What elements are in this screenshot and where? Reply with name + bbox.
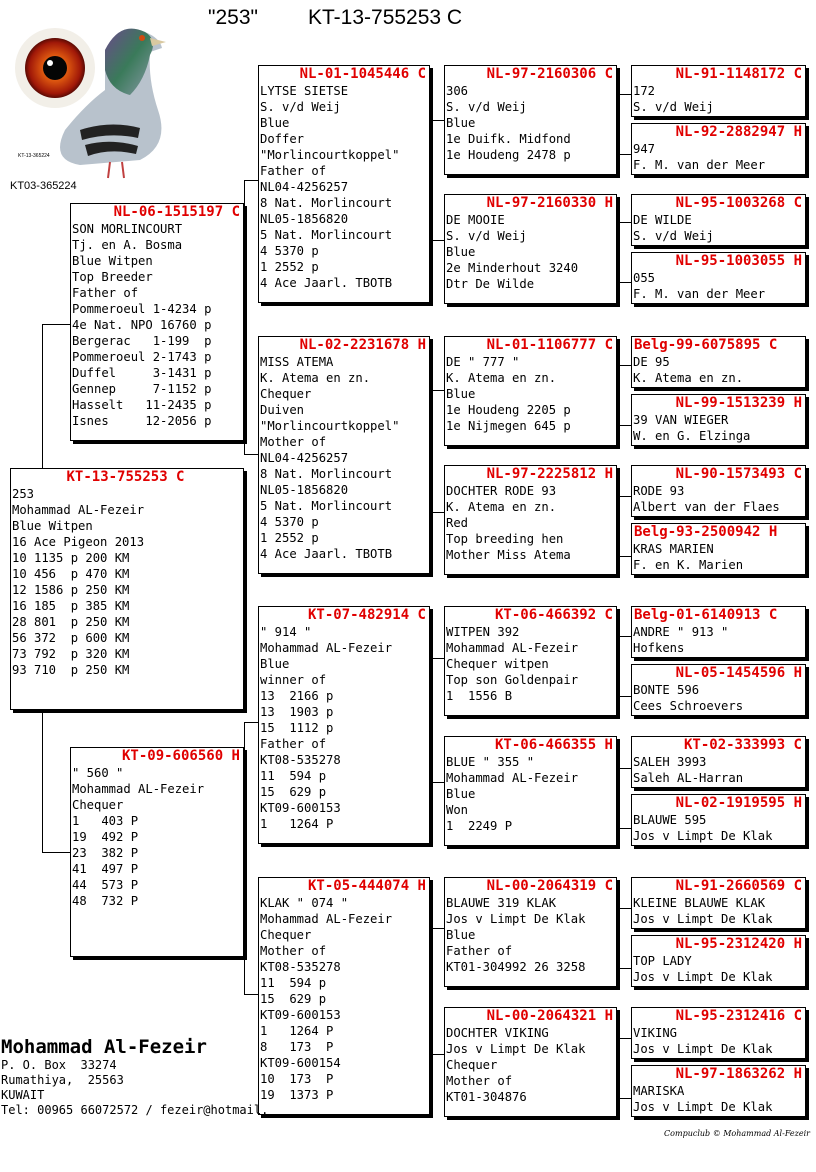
connector-line (430, 928, 431, 1054)
connector-line (617, 496, 618, 556)
ring-number: NL-95-1003055 H (675, 253, 802, 269)
pedigree-line: KT08-535278 (260, 753, 341, 767)
pedigree-line: Top Breeder (72, 270, 153, 284)
sire-card (70, 203, 244, 441)
pedigree-line: Blue (260, 116, 290, 130)
pedigree-line: Hasselt 11-2435 p (72, 398, 212, 412)
ring-number: NL-97-2225812 H (486, 466, 613, 482)
ring-number: NL-95-2312420 H (675, 936, 802, 952)
pedigree-line: F. M. van der Meer (633, 158, 766, 172)
pedigree-line: Jos v Limpt De Klak (633, 1042, 773, 1056)
pedigree-line: 1 2249 P (446, 819, 513, 833)
pedigree-line: Chequer (260, 928, 312, 942)
pedigree-line: K. Atema en zn. (260, 371, 371, 385)
pedigree-line: " 560 " (72, 766, 124, 780)
pedigree-line: DE 95 (633, 355, 670, 369)
pedigree-line: KT09-600153 (260, 1008, 341, 1022)
pedigree-line: Blue Witpen (12, 519, 93, 533)
connector-line (430, 390, 431, 512)
pedigree-line: 10 1135 p 200 KM (12, 551, 130, 565)
pedigree-line: ANDRE " 913 " (633, 625, 729, 639)
pedigree-line: 5 Nat. Morlincourt (260, 499, 393, 513)
pedigree-line: Chequer (446, 1058, 498, 1072)
ancestor-card (631, 794, 806, 846)
pedigree-line: 11 594 p (260, 976, 327, 990)
pedigree-line: 16 Ace Pigeon 2013 (12, 535, 145, 549)
pedigree-line: 19 1373 P (260, 1088, 334, 1102)
pedigree-line: KT09-600153 (260, 801, 341, 815)
ring-number: KT-07-482914 C (307, 607, 426, 623)
great-grandparent-card (444, 194, 617, 304)
pedigree-line: 8 Nat. Morlincourt (260, 196, 393, 210)
ancestor-card (631, 65, 806, 117)
ancestor-card (631, 465, 806, 517)
pedigree-line: S. v/d Weij (633, 229, 714, 243)
pedigree-line: Mohammad AL-Fezeir (260, 641, 393, 655)
pedigree-line: KT01-304876 (446, 1090, 527, 1104)
pedigree-line: K. Atema en zn. (633, 371, 744, 385)
ring-number: NL-95-2312416 C (675, 1008, 802, 1024)
ring-number: KT-02-333993 C (683, 737, 802, 753)
pedigree-line: 1 2552 p (260, 531, 319, 545)
pedigree-line: Mohammad AL-Fezeir (446, 771, 579, 785)
ring-number: NL-05-1454596 H (675, 665, 802, 681)
connector-line (430, 390, 445, 391)
pedigree-line: Duiven (260, 403, 305, 417)
ring-number: KT-06-466392 C (494, 607, 613, 623)
dam-card (70, 747, 244, 957)
pedigree-line: DE " 777 " (446, 355, 520, 369)
pedigree-line: 10 456 p 470 KM (12, 567, 130, 581)
pedigree-line: Blue (446, 387, 476, 401)
ring-number: KT-13-755253 C (66, 469, 185, 485)
pedigree-line: "Morlincourtkoppel" (260, 419, 400, 433)
pedigree-line: RODE 93 (633, 484, 685, 498)
pedigree-line: Isnes 12-2056 p (72, 414, 212, 428)
connector-line (617, 768, 618, 828)
pedigree-line: DOCHTER VIKING (446, 1026, 549, 1040)
pedigree-line: DE WILDE (633, 213, 692, 227)
ancestor-card (631, 394, 806, 446)
pedigree-line: 1 1264 P (260, 817, 334, 831)
grandparent-card (258, 877, 430, 1115)
connector-line (617, 365, 618, 425)
pedigree-line: S. v/d Weij (446, 100, 527, 114)
pedigree-line: Blue (260, 657, 290, 671)
connector-line (617, 94, 618, 154)
pedigree-line: 1 2552 p (260, 260, 319, 274)
pedigree-line: Mohammad AL-Fezeir (72, 782, 205, 796)
pedigree-line: 10 173 P (260, 1072, 334, 1086)
pedigree-line: Blue (446, 245, 476, 259)
connector-line (617, 636, 632, 637)
pedigree-line: "Morlincourtkoppel" (260, 148, 400, 162)
connector-line (430, 782, 445, 783)
pigeon-name-title: "253" (208, 6, 258, 29)
pedigree-line: Father of (260, 737, 327, 751)
pedigree-line: Chequer (72, 798, 124, 812)
ring-number: Belg-99-6075895 C (634, 337, 778, 353)
connector-line (430, 120, 445, 121)
connector-line (617, 282, 632, 283)
connector-line (617, 1098, 632, 1099)
pedigree-line: Blue (446, 787, 476, 801)
pedigree-line: BONTE 596 (633, 683, 700, 697)
pedigree-line: MARISKA (633, 1084, 685, 1098)
connector-line (244, 454, 259, 455)
connector-line (617, 968, 632, 969)
pedigree-line: F. en K. Marien (633, 558, 744, 572)
pedigree-line: 253 (12, 487, 35, 501)
great-grandparent-card (444, 606, 617, 716)
pedigree-line: Blue Witpen (72, 254, 153, 268)
ring-number: NL-02-1919595 H (675, 795, 802, 811)
pedigree-line: 4 5370 p (260, 515, 319, 529)
connector-line (617, 94, 632, 95)
connector-line (617, 636, 618, 696)
pedigree-line: 12 1586 p 250 KM (12, 583, 130, 597)
photo-ring-label: KT-13-365224 (18, 153, 50, 159)
connector-line (430, 928, 445, 929)
connector-line (430, 120, 431, 240)
pedigree-line: 48 732 P (72, 894, 139, 908)
ancestor-card (631, 664, 806, 716)
pedigree-line: 93 710 p 250 KM (12, 663, 130, 677)
pedigree-line: Mohammad AL-Fezeir (12, 503, 145, 517)
ring-number: NL-97-1863262 H (675, 1066, 802, 1082)
connector-line (430, 658, 445, 659)
pedigree-line: Jos v Limpt De Klak (446, 1042, 586, 1056)
pedigree-line: Blue (446, 116, 476, 130)
ancestor-card (631, 877, 806, 929)
pedigree-line: Top son Goldenpair (446, 673, 579, 687)
ring-number: NL-00-2064319 C (486, 878, 613, 894)
connector-line (617, 222, 632, 223)
pedigree-line: LYTSE SIETSE (260, 84, 349, 98)
pedigree-line: MISS ATEMA (260, 355, 334, 369)
pedigree-line: 15 629 p (260, 992, 327, 1006)
connector-line (430, 240, 445, 241)
pedigree-line: Jos v Limpt De Klak (633, 912, 773, 926)
pedigree-line: W. en G. Elzinga (633, 429, 751, 443)
connector-line (617, 222, 618, 282)
connector-line (42, 324, 70, 325)
pedigree-line: DOCHTER RODE 93 (446, 484, 557, 498)
pedigree-line: K. Atema en zn. (446, 371, 557, 385)
owner-address-line: KUWAIT (1, 1088, 45, 1102)
pedigree-line: 1e Houdeng 2478 p (446, 148, 571, 162)
pedigree-line: VIKING (633, 1026, 678, 1040)
connector-line (430, 658, 431, 782)
pedigree-line: NL04-4256257 (260, 180, 349, 194)
pedigree-line: 13 2166 p (260, 689, 334, 703)
connector-line (617, 768, 632, 769)
ring-number: Belg-93-2500942 H (634, 524, 778, 540)
connector-line (430, 512, 445, 513)
pedigree-line: K. Atema en zn. (446, 500, 557, 514)
pedigree-line: 15 629 p (260, 785, 327, 799)
pedigree-line: 1e Houdeng 2205 p (446, 403, 571, 417)
pedigree-line: 1e Nijmegen 645 p (446, 419, 571, 433)
pedigree-line: 28 801 p 250 KM (12, 615, 130, 629)
pedigree-line: Hofkens (633, 641, 685, 655)
pedigree-line: Albert van der Flaes (633, 500, 780, 514)
pedigree-line: SON MORLINCOURT (72, 222, 183, 236)
connector-line (617, 365, 632, 366)
pedigree-line: KRAS MARIEN (633, 542, 714, 556)
great-grandparent-card (444, 336, 617, 446)
connector-line (617, 828, 632, 829)
photo-caption: KT03-365224 (10, 180, 77, 192)
pedigree-line: 4 Ace Jaarl. TBOTB (260, 547, 393, 561)
pedigree-line: SALEH 3993 (633, 755, 707, 769)
great-grandparent-card (444, 465, 617, 575)
pedigree-line: Doffer (260, 132, 305, 146)
connector-line (42, 710, 43, 852)
connector-line (244, 994, 259, 995)
ring-number: NL-91-1148172 C (675, 66, 802, 82)
ring-number: NL-91-2660569 C (675, 878, 802, 894)
pedigree-line: Top breeding hen (446, 532, 564, 546)
connector-line (617, 1038, 618, 1098)
pedigree-line: Jos v Limpt De Klak (633, 1100, 773, 1114)
owner-address-line: Rumathiya, 25563 (1, 1073, 124, 1087)
pedigree-line: 306 (446, 84, 469, 98)
pedigree-line: KT09-600154 (260, 1056, 341, 1070)
pedigree-line: Mother of (446, 1074, 513, 1088)
pedigree-line: 055 (633, 271, 656, 285)
pedigree-line: Gennep 7-1152 p (72, 382, 212, 396)
pedigree-line: 23 382 P (72, 846, 139, 860)
pedigree-line: KLAK " 074 " (260, 896, 349, 910)
pedigree-line: TOP LADY (633, 954, 692, 968)
connector-line (244, 722, 259, 723)
pedigree-line: WITPEN 392 (446, 625, 520, 639)
pedigree-line: 39 VAN WIEGER (633, 413, 729, 427)
pedigree-line: 172 (633, 84, 656, 98)
pedigree-line: Jos v Limpt De Klak (446, 912, 586, 926)
pedigree-line: S. v/d Weij (446, 229, 527, 243)
pedigree-line: 1 1264 P (260, 1024, 334, 1038)
ring-number: KT-05-444074 H (307, 878, 426, 894)
great-grandparent-card (444, 877, 617, 987)
ancestor-card (631, 1007, 806, 1059)
pedigree-line: Tj. en A. Bosma (72, 238, 183, 252)
pedigree-line: 19 492 P (72, 830, 139, 844)
pedigree-line: 4 Ace Jaarl. TBOTB (260, 276, 393, 290)
pedigree-line: 56 372 p 600 KM (12, 631, 130, 645)
pedigree-line: S. v/d Weij (633, 100, 714, 114)
pedigree-line: Mother Miss Atema (446, 548, 571, 562)
owner-contact-line: Tel: 00965 66072572 / fezeir@hotmail. (1, 1103, 269, 1117)
grandparent-card (258, 336, 430, 574)
ring-number: NL-95-1003268 C (675, 195, 802, 211)
great-grandparent-card (444, 736, 617, 846)
pedigree-line: BLAUWE 595 (633, 813, 707, 827)
pigeon-photo (10, 10, 170, 180)
grandparent-card (258, 65, 430, 303)
pedigree-line: DE MOOIE (446, 213, 505, 227)
pedigree-line: 2e Minderhout 3240 (446, 261, 579, 275)
pedigree-line: Pommeroeul 1-4234 p (72, 302, 212, 316)
ring-number: KT-09-606560 H (121, 748, 240, 764)
pedigree-line: 16 185 p 385 KM (12, 599, 130, 613)
connector-line (617, 696, 632, 697)
connector-line (42, 852, 70, 853)
pedigree-line: F. M. van der Meer (633, 287, 766, 301)
pedigree-line: 4e Nat. NPO 16760 p (72, 318, 212, 332)
connector-line (244, 722, 245, 994)
owner-address-line: P. O. Box 33274 (1, 1058, 117, 1072)
pedigree-line: Mohammad AL-Fezeir (260, 912, 393, 926)
ancestor-card (631, 606, 806, 658)
pedigree-line: 4 5370 p (260, 244, 319, 258)
pedigree-line: Duffel 3-1431 p (72, 366, 212, 380)
pedigree-line: 8 Nat. Morlincourt (260, 467, 393, 481)
pedigree-line: Dtr De Wilde (446, 277, 535, 291)
pedigree-line: Jos v Limpt De Klak (633, 970, 773, 984)
footer-credit: Compuclub © Mohammad Al-Fezeir (664, 1129, 810, 1138)
owner-block (1, 1036, 268, 1118)
pedigree-line: 8 173 P (260, 1040, 334, 1054)
ring-number: NL-06-1515197 C (113, 204, 240, 220)
pedigree-line: KLEINE BLAUWE KLAK (633, 896, 766, 910)
ancestor-card (631, 194, 806, 246)
pedigree-line: Blue (446, 928, 476, 942)
pedigree-line: Father of (72, 286, 139, 300)
ancestor-card (631, 935, 806, 987)
ring-number: Belg-01-6140913 C (634, 607, 778, 623)
pedigree-line: Saleh AL-Harran (633, 771, 744, 785)
pedigree-line: 15 1112 p (260, 721, 334, 735)
pedigree-line: Mother of (260, 944, 327, 958)
ancestor-card (631, 123, 806, 175)
pedigree-line: Chequer witpen (446, 657, 549, 671)
pedigree-line: KT08-535278 (260, 960, 341, 974)
pedigree-line: NL05-1856820 (260, 483, 349, 497)
pedigree-line: Father of (446, 944, 513, 958)
pedigree-line: S. v/d Weij (260, 100, 341, 114)
connector-line (617, 556, 632, 557)
pedigree-line: 1 403 P (72, 814, 139, 828)
connector-line (617, 496, 632, 497)
connector-line (617, 908, 632, 909)
ancestor-card (631, 736, 806, 788)
ring-number: NL-02-2231678 H (299, 337, 426, 353)
pedigree-line: " 914 " (260, 625, 312, 639)
connector-line (617, 425, 632, 426)
pedigree-line: 5 Nat. Morlincourt (260, 228, 393, 242)
pedigree-line: Cees Schroevers (633, 699, 744, 713)
pedigree-line: 44 573 P (72, 878, 139, 892)
pedigree-line: Mother of (260, 435, 327, 449)
pedigree-line: BLUE " 355 " (446, 755, 535, 769)
owner-name: Mohammad Al-Fezeir (1, 1036, 207, 1058)
ring-number: NL-97-2160306 C (486, 66, 613, 82)
pedigree-line: 11 594 p (260, 769, 327, 783)
connector-line (617, 154, 632, 155)
ring-number: NL-00-2064321 H (486, 1008, 613, 1024)
pedigree-line: winner of (260, 673, 327, 687)
ancestor-card (631, 1065, 806, 1117)
ring-number: NL-01-1045446 C (299, 66, 426, 82)
pedigree-line: NL04-4256257 (260, 451, 349, 465)
pedigree-line: 13 1903 p (260, 705, 334, 719)
pedigree-line: NL05-1856820 (260, 212, 349, 226)
subject-card (10, 468, 244, 710)
pedigree-line: 41 497 P (72, 862, 139, 876)
connector-line (42, 324, 43, 470)
ring-number: NL-90-1573493 C (675, 466, 802, 482)
pedigree-line: KT01-304992 26 3258 (446, 960, 586, 974)
great-grandparent-card (444, 65, 617, 175)
ring-number: KT-06-466355 H (494, 737, 613, 753)
pedigree-line: Pommeroeul 2-1743 p (72, 350, 212, 364)
ring-number: NL-99-1513239 H (675, 395, 802, 411)
pedigree-line: Jos v Limpt De Klak (633, 829, 773, 843)
pedigree-line: 1e Duifk. Midfond (446, 132, 571, 146)
pedigree-line: Red (446, 516, 469, 530)
pigeon-ring-title: KT-13-755253 C (308, 6, 463, 29)
connector-line (430, 1054, 445, 1055)
pedigree-line: Bergerac 1-199 p (72, 334, 212, 348)
pedigree-line: 947 (633, 142, 656, 156)
pedigree-line: Won (446, 803, 469, 817)
pedigree-line: Mohammad AL-Fezeir (446, 641, 579, 655)
ring-number: NL-97-2160330 H (486, 195, 613, 211)
connector-line (244, 180, 245, 454)
ancestor-card (631, 336, 806, 388)
ring-number: NL-92-2882947 H (675, 124, 802, 140)
pedigree-line: Father of (260, 164, 327, 178)
connector-line (244, 180, 259, 181)
great-grandparent-card (444, 1007, 617, 1117)
connector-line (617, 1038, 632, 1039)
ancestor-card (631, 252, 806, 304)
pedigree-line: BLAUWE 319 KLAK (446, 896, 557, 910)
pedigree-line: 1 1556 B (446, 689, 513, 703)
grandparent-card (258, 606, 430, 844)
ring-number: NL-01-1106777 C (486, 337, 613, 353)
pedigree-line: Chequer (260, 387, 312, 401)
connector-line (617, 908, 618, 968)
pedigree-line: 73 792 p 320 KM (12, 647, 130, 661)
ancestor-card (631, 523, 806, 575)
